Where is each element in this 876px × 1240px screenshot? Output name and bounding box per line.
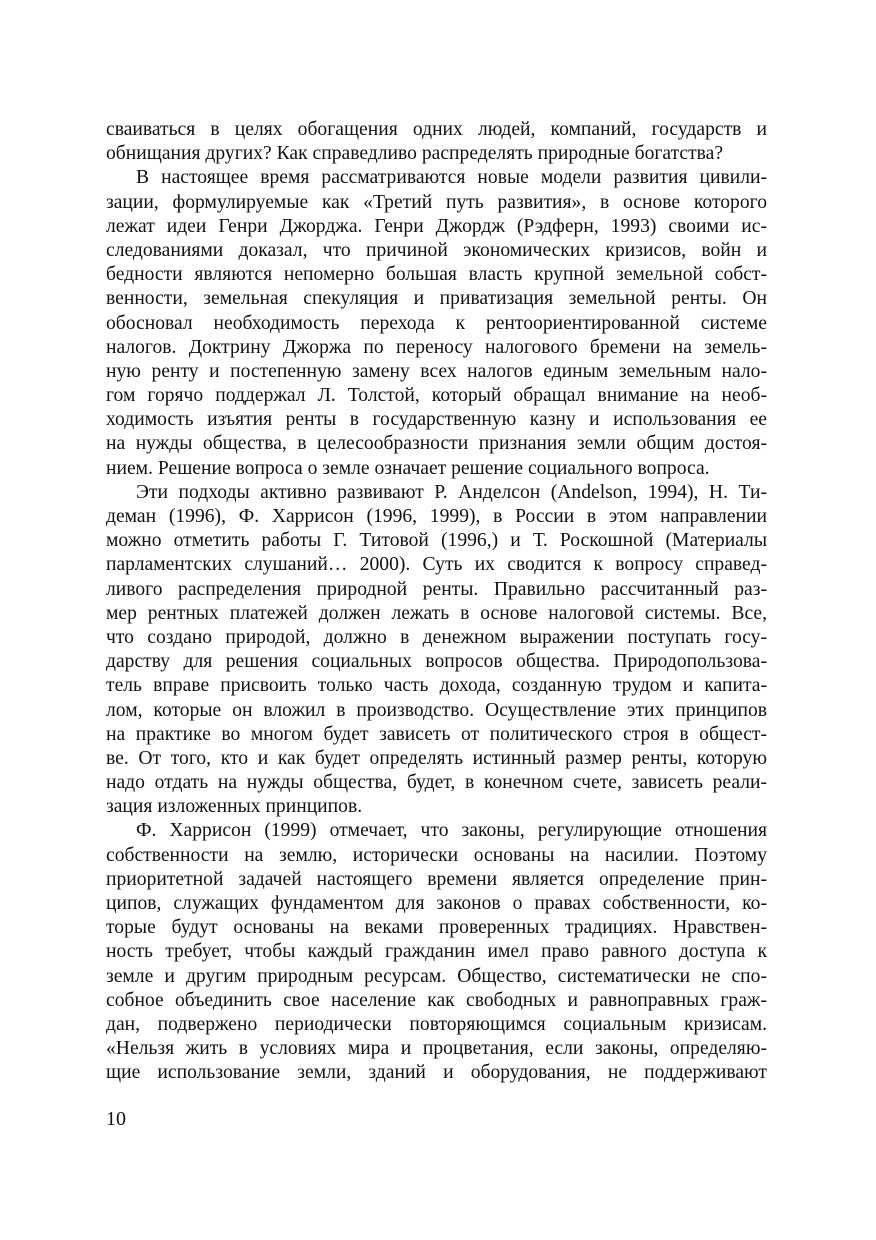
text-line: ходимость изъятия ренты в государственную казну и использования ее (106, 409, 767, 431)
text-line: зация изложенных принципов. (106, 796, 363, 818)
text-line: ность требует, чтобы каждый гражданин имел право равного доступа к (106, 941, 767, 963)
text-line: собственности на землю, исторически основаны на насилии. Поэтому (106, 844, 767, 866)
text-line: лом, которые он вложил в производство. Осуществление этих принципов (106, 699, 767, 721)
text-line: парламентских слушаний… 2000). Суть их сводится к вопросу справед- (106, 554, 767, 576)
text-line: обнищания других? Как справедливо распределять природные богатства? (106, 143, 724, 165)
text-line: можно отметить работы Г. Титовой (1996,) и Т. Роскошной (Материалы (106, 530, 767, 552)
body-text (106, 118, 767, 1086)
text-line: приоритетной задачей настоящего времени является определение прин- (106, 868, 767, 890)
text-line: дарству для решения социальных вопросов общества. Природопользова- (106, 651, 767, 673)
text-line: обосновал необходимость перехода к рентоориентированной системе (106, 312, 767, 334)
text-line: дан, подвержено периодически повторяющимся социальным кризисам. (106, 1013, 767, 1035)
text-line: надо отдать на нужды общества, будет, в конечном счете, зависеть реали- (106, 772, 767, 794)
text-line: ную ренту и постепенную замену всех налогов единым земельным нало- (106, 360, 767, 382)
text-line: деман (1996), Ф. Харрисон (1996, 1999), в России в этом направлении (106, 506, 767, 527)
text-line: земле и другим природным ресурсам. Общество, систематически не спо- (106, 965, 767, 987)
text-line: ве. От того, кто и как будет определять истинный размер ренты, которую (106, 747, 767, 769)
text-line: лежат идеи Генри Джорджа. Генри Джордж (Рэдферн, 1993) своими ис- (106, 215, 767, 237)
text-line: сваиваться в целях обогащения одних людей, компаний, государств и (106, 119, 767, 140)
text-line: венности, земельная спекуляция и приватизация земельной ренты. Он (106, 288, 767, 310)
text-line: щие использование земли, зданий и оборудования, не поддерживают (106, 1062, 767, 1084)
paragraph-first-line: Эти подходы активно развивают Р. Анделсон (Andelson, 1994), Н. Ти- (136, 481, 767, 503)
text-line: зации, формулируемые как «Третий путь развития», в основе которого (106, 191, 767, 213)
text-line: мер рентных платежей должен лежать в основе налоговой системы. Все, (106, 602, 767, 624)
text-line: гом горячо поддержал Л. Толстой, который обращал внимание на необ- (106, 385, 767, 407)
text-line: следованиями доказал, что причиной экономических кризисов, войн и (106, 239, 767, 261)
text-line: нием. Решение вопроса о земле означает решение социального вопроса. (106, 457, 710, 479)
text-line: на нужды общества, в целесообразности признания земли общим достоя- (106, 433, 767, 455)
text-line: на практике во многом будет зависеть от политического строя в общест- (106, 723, 767, 745)
text-line: тель вправе присвоить только часть дохода, созданную трудом и капита- (106, 675, 767, 697)
text-line: ливого распределения природной ренты. Правильно рассчитанный раз- (106, 578, 767, 600)
page-number: 10 (106, 1108, 126, 1130)
text-line: бедности являются непомерно большая власть крупной земельной собст- (106, 264, 767, 286)
text-line: собное объединить свое население как свободных и равноправных граж- (106, 989, 767, 1011)
text-line: торые будут основаны на веками проверенных традициях. Нравствен- (106, 917, 767, 939)
text-line: ципов, служащих фундаментом для законов о правах собственности, ко- (106, 893, 767, 914)
text-line: что создано природой, должно в денежном выражении поступать госу- (106, 626, 767, 648)
text-line: налогов. Доктрину Джоржа по переносу налогового бремени на земель- (106, 336, 767, 358)
paragraph-first-line: Ф. Харрисон (1999) отмечает, что законы, регулирующие отношения (136, 820, 767, 842)
paragraph-first-line: В настоящее время рассматриваются новые модели развития цивили- (136, 167, 767, 189)
text-line: «Нельзя жить в условиях мира и процветания, если законы, определяю- (106, 1038, 767, 1060)
